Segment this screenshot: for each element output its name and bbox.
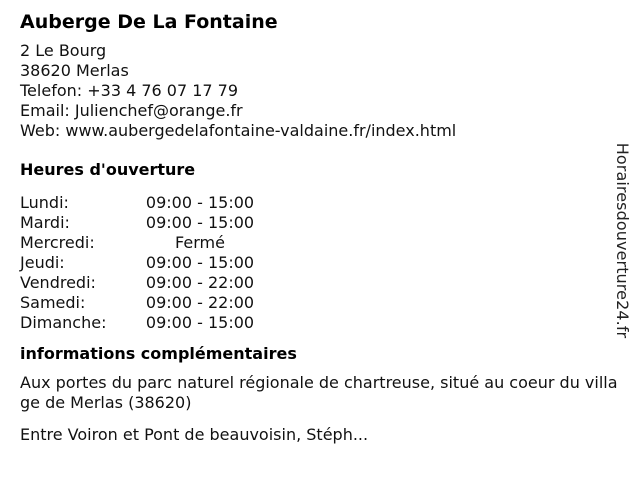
opening-hours-list: [20, 193, 612, 333]
opening-hours-title: Heures d'ouverture: [20, 160, 196, 179]
hours-row-sunday: [20, 313, 612, 333]
day-label: Samedi:: [20, 293, 86, 312]
hours-value: 09:00 - 22:00: [145, 273, 255, 292]
business-name: Auberge De La Fontaine: [20, 11, 278, 33]
hours-value: 09:00 - 15:00: [145, 253, 255, 272]
truncated-description: Entre Voiron et Pont de beauvoisin, Stéph...: [20, 425, 369, 444]
day-label: Vendredi:: [20, 273, 96, 292]
website-line: Web: www.aubergedelafontaine-valdaine.fr/index.html: [20, 121, 457, 140]
day-label: Jeudi:: [20, 253, 65, 272]
day-label: Mardi:: [20, 213, 70, 232]
postal-city: 38620 Merlas: [20, 61, 129, 80]
additional-info-text: Aux portes du parc naturel régionale de chartreuse, situé au coeur du village de Merlas (38620): [20, 373, 618, 412]
street-address: 2 Le Bourg: [20, 41, 107, 60]
business-info-card: [20, 10, 618, 445]
hours-row-saturday: [20, 293, 612, 313]
hours-value: Fermé: [175, 233, 225, 252]
day-label: Dimanche:: [20, 313, 107, 332]
day-label: Mercredi:: [20, 233, 95, 252]
hours-value: 09:00 - 15:00: [145, 313, 255, 332]
hours-value: 09:00 - 22:00: [145, 293, 255, 312]
hours-value: 09:00 - 15:00: [145, 213, 255, 232]
watermark-text: Horairesdouverture24.fr: [613, 142, 633, 338]
site-watermark: [612, 133, 634, 347]
phone-line: Telefon: +33 4 76 07 17 79: [20, 81, 239, 100]
day-label: Lundi:: [20, 193, 69, 212]
hours-row-monday: [20, 193, 612, 213]
additional-info-title: informations complémentaires: [20, 344, 297, 363]
hours-value: 09:00 - 15:00: [145, 193, 255, 212]
hours-row-wednesday: [20, 233, 612, 253]
hours-row-friday: [20, 273, 612, 293]
email-line: Email: Julienchef@orange.fr: [20, 101, 243, 120]
hours-row-thursday: [20, 253, 612, 273]
hours-row-tuesday: [20, 213, 612, 233]
